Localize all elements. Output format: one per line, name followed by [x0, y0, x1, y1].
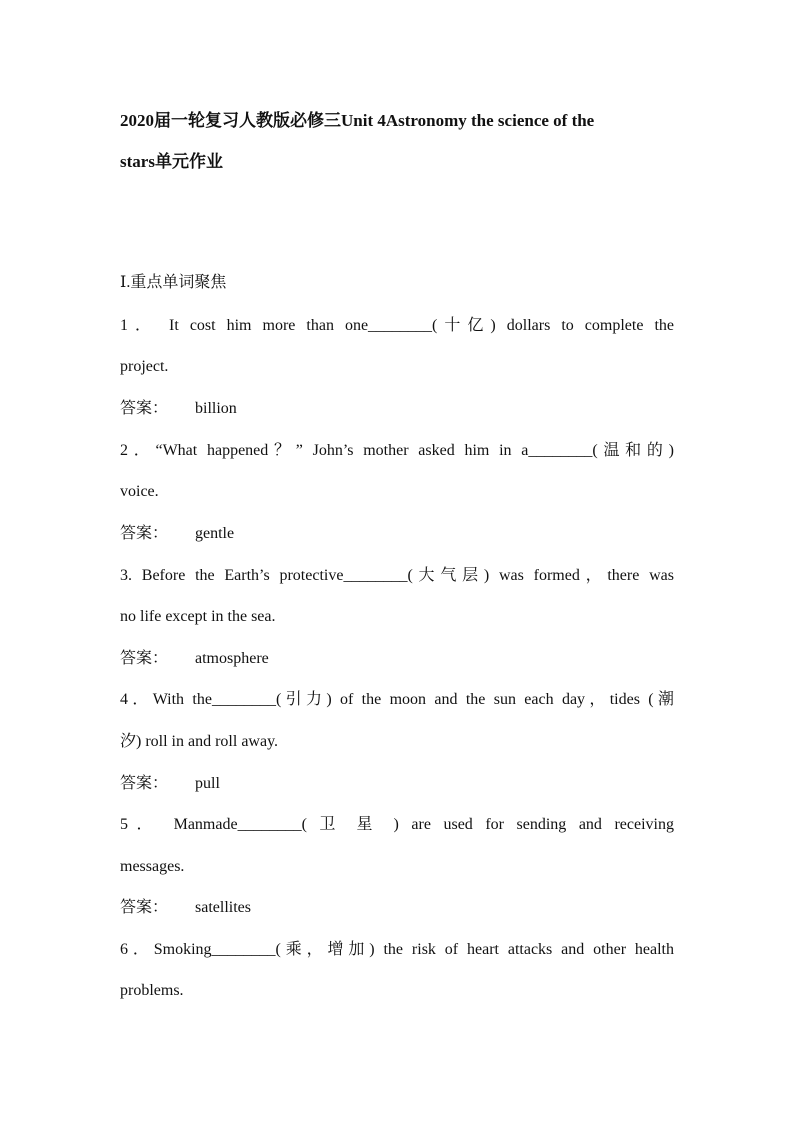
answer-1: [120, 394, 674, 424]
question-4-line-1: 4．With the________(引力) of the moon and the sun each day，tides (潮: [120, 691, 674, 708]
question-6-line-2: problems.: [120, 982, 184, 999]
question-3-line-1: 3. Before the Earth’s protective________(大气层) was formed，there was: [120, 567, 674, 584]
question-4-line-2: 汐) roll in and roll away.: [120, 733, 279, 750]
question-2-line-2: voice.: [120, 483, 159, 500]
answer-2: [120, 519, 674, 549]
answer-value: atmosphere: [195, 650, 269, 667]
document-title: [120, 100, 674, 182]
question-1-line-2: project.: [120, 358, 169, 375]
answer-4: [120, 769, 674, 799]
title-line-1: 2020届一轮复习人教版必修三Unit 4Astronomy the science of the: [120, 111, 595, 130]
answer-label: 答案：: [120, 899, 169, 916]
answer-value: satellites: [195, 899, 251, 916]
question-3-line-2: no life except in the sea.: [120, 608, 276, 625]
answer-value: billion: [195, 400, 237, 417]
question-5-line-2: messages.: [120, 858, 185, 875]
answer-label: 答案：: [120, 525, 169, 542]
answer-5: [120, 893, 674, 923]
answer-label: 答案：: [120, 775, 169, 792]
question-2-line-1: 2．“What happened？” John’s mother asked him in a________(温和的): [120, 442, 674, 459]
title-line-2: stars单元作业: [120, 152, 223, 171]
answer-3: [120, 644, 674, 674]
answer-label: 答案：: [120, 400, 169, 417]
question-6-line-1: 6．Smoking________(乘，增加) the risk of heart attacks and other health: [120, 941, 674, 958]
section-heading: Ⅰ.重点单词聚焦: [120, 274, 227, 291]
answer-value: gentle: [195, 525, 235, 542]
answer-label: 答案：: [120, 650, 169, 667]
question-1-line-1: 1． It cost him more than one________(十亿) dollars to complete the: [120, 317, 674, 334]
answer-value: pull: [195, 775, 220, 792]
question-5-line-1: 5． Manmade________( 卫 星 ) are used for sending and receiving: [120, 816, 674, 833]
